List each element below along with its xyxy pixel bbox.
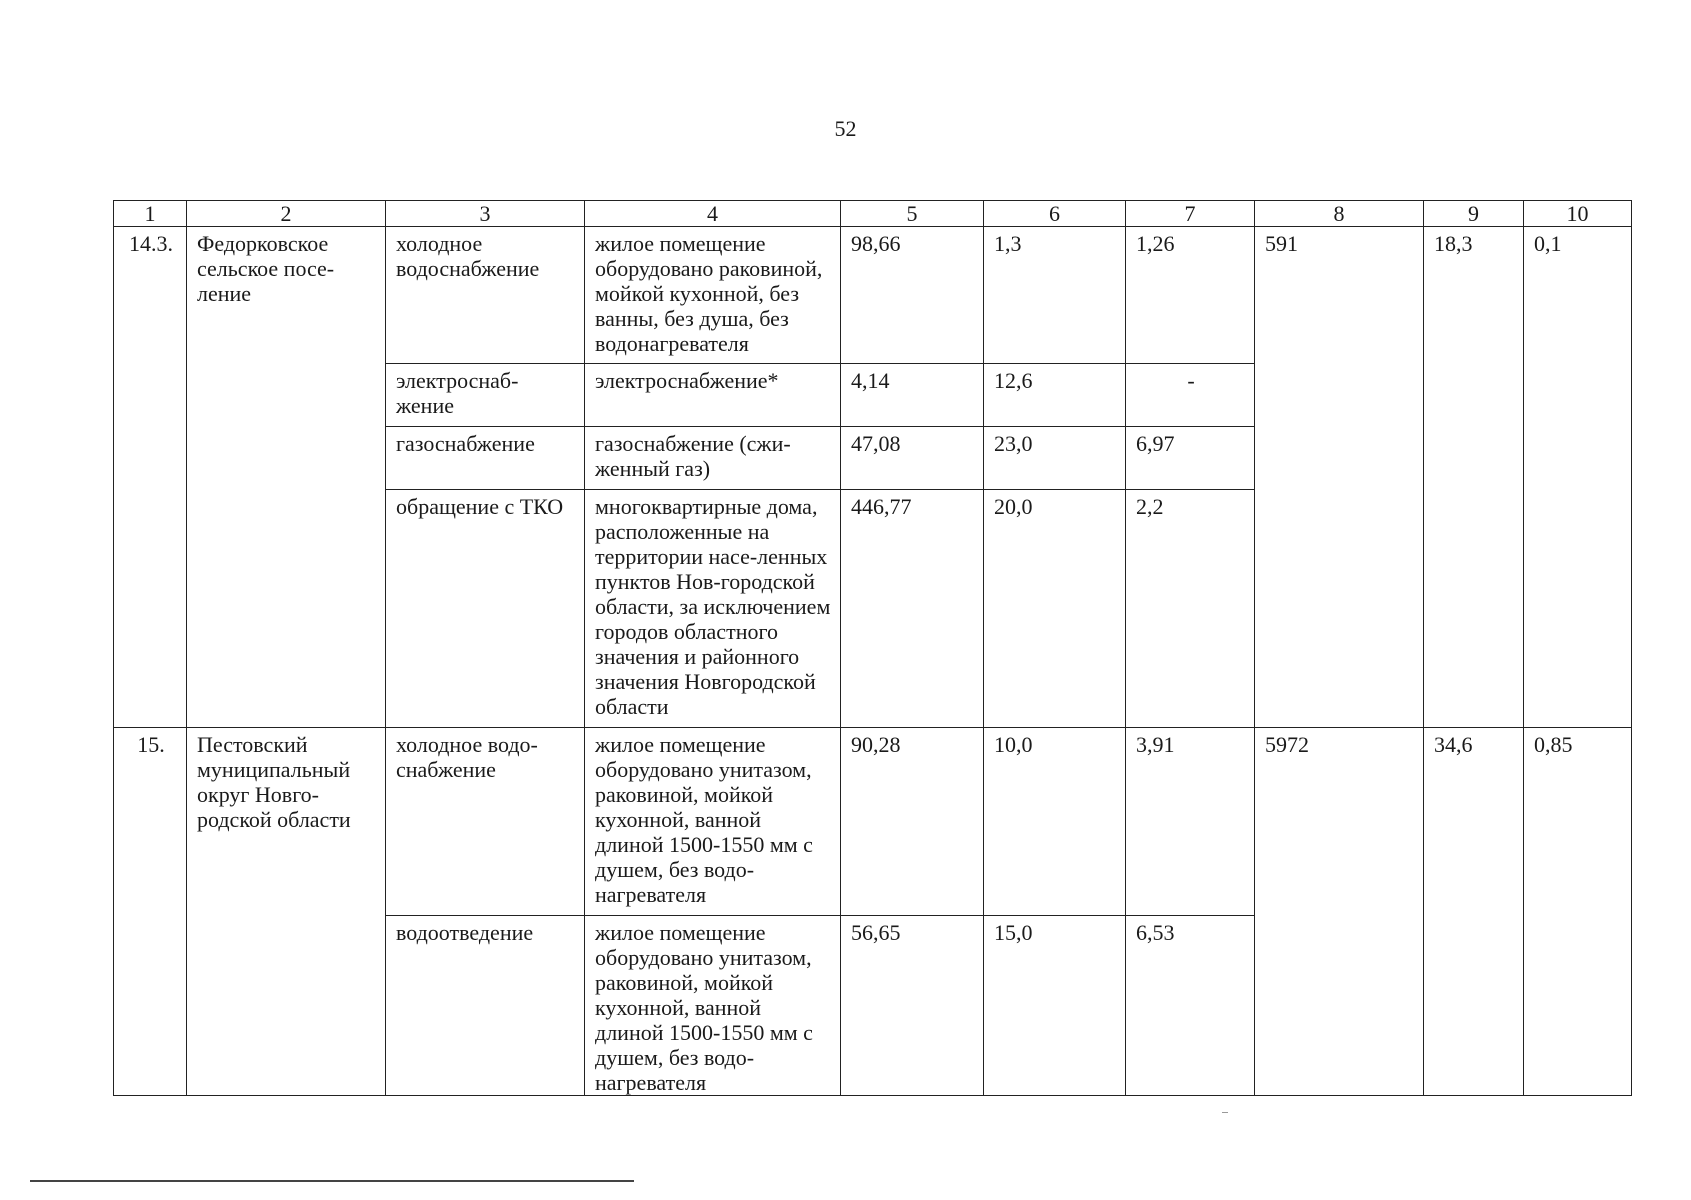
settlement-name-cell: Федорковское сельское посе-ление <box>187 227 386 728</box>
page-number: 52 <box>834 116 857 141</box>
header-col-2: 2 <box>187 201 386 227</box>
value-cell-8: 591 <box>1255 227 1424 728</box>
value-cell-9: 34,6 <box>1424 728 1524 1096</box>
description-cell: жилое помещение оборудовано унитазом, раковиной, мойкой кухонной, ванной длиной 1500-1550 мм с душем, без водо-нагревателя <box>585 916 841 1096</box>
header-col-7: 7 <box>1126 201 1255 227</box>
value-cell-7: 6,97 <box>1126 427 1255 490</box>
service-cell: электроснаб-жение <box>386 364 585 427</box>
value-cell-9: 18,3 <box>1424 227 1524 728</box>
settlement-name-cell: Пестовский муниципальный округ Новго-родской области <box>187 728 386 1096</box>
value-cell-6: 15,0 <box>984 916 1126 1096</box>
service-cell: обращение с ТКО <box>386 490 585 728</box>
value-cell-6: 10,0 <box>984 728 1126 916</box>
value-cell-5: 4,14 <box>841 364 984 427</box>
description-cell: жилое помещение оборудовано раковиной, мойкой кухонной, без ванны, без душа, без водонагревателя <box>585 227 841 364</box>
value-cell-6: 1,3 <box>984 227 1126 364</box>
description-cell: многоквартирные дома, расположенные на территории насе-ленных пунктов Нов-городской области, за исключением городов областного значения и районного значения Новгородской области <box>585 490 841 728</box>
value-cell-5: 446,77 <box>841 490 984 728</box>
header-col-6: 6 <box>984 201 1126 227</box>
service-cell: холодное водоснабжение <box>386 227 585 364</box>
table-row <box>114 728 1632 916</box>
header-col-9: 9 <box>1424 201 1524 227</box>
header-row <box>114 201 1632 227</box>
scan-artifact-mark <box>1222 1112 1228 1113</box>
value-cell-5: 56,65 <box>841 916 984 1096</box>
tariff-table <box>113 200 1632 1096</box>
header-col-10: 10 <box>1524 201 1632 227</box>
value-cell-5: 98,66 <box>841 227 984 364</box>
row-number-cell: 14.3. <box>114 227 187 728</box>
service-cell: водоотведение <box>386 916 585 1096</box>
value-cell-6: 12,6 <box>984 364 1126 427</box>
row-number-cell: 15. <box>114 728 187 1096</box>
description-cell: газоснабжение (сжи-женный газ) <box>585 427 841 490</box>
header-col-3: 3 <box>386 201 585 227</box>
value-cell-6: 20,0 <box>984 490 1126 728</box>
value-cell-7: 6,53 <box>1126 916 1255 1096</box>
service-cell: газоснабжение <box>386 427 585 490</box>
value-cell-10: 0,1 <box>1524 227 1632 728</box>
value-cell-7: 3,91 <box>1126 728 1255 916</box>
value-cell-7: 1,26 <box>1126 227 1255 364</box>
header-col-4: 4 <box>585 201 841 227</box>
header-col-8: 8 <box>1255 201 1424 227</box>
table-row <box>114 227 1632 364</box>
footer-divider <box>30 1180 634 1182</box>
value-cell-7: - <box>1126 364 1255 427</box>
header-col-5: 5 <box>841 201 984 227</box>
value-cell-7: 2,2 <box>1126 490 1255 728</box>
value-cell-8: 5972 <box>1255 728 1424 1096</box>
value-cell-10: 0,85 <box>1524 728 1632 1096</box>
value-cell-6: 23,0 <box>984 427 1126 490</box>
service-cell: холодное водо-снабжение <box>386 728 585 916</box>
description-cell: жилое помещение оборудовано унитазом, раковиной, мойкой кухонной, ванной длиной 1500-1550 мм с душем, без водо-нагревателя <box>585 728 841 916</box>
value-cell-5: 90,28 <box>841 728 984 916</box>
header-col-1: 1 <box>114 201 187 227</box>
value-cell-5: 47,08 <box>841 427 984 490</box>
description-cell: электроснабжение* <box>585 364 841 427</box>
